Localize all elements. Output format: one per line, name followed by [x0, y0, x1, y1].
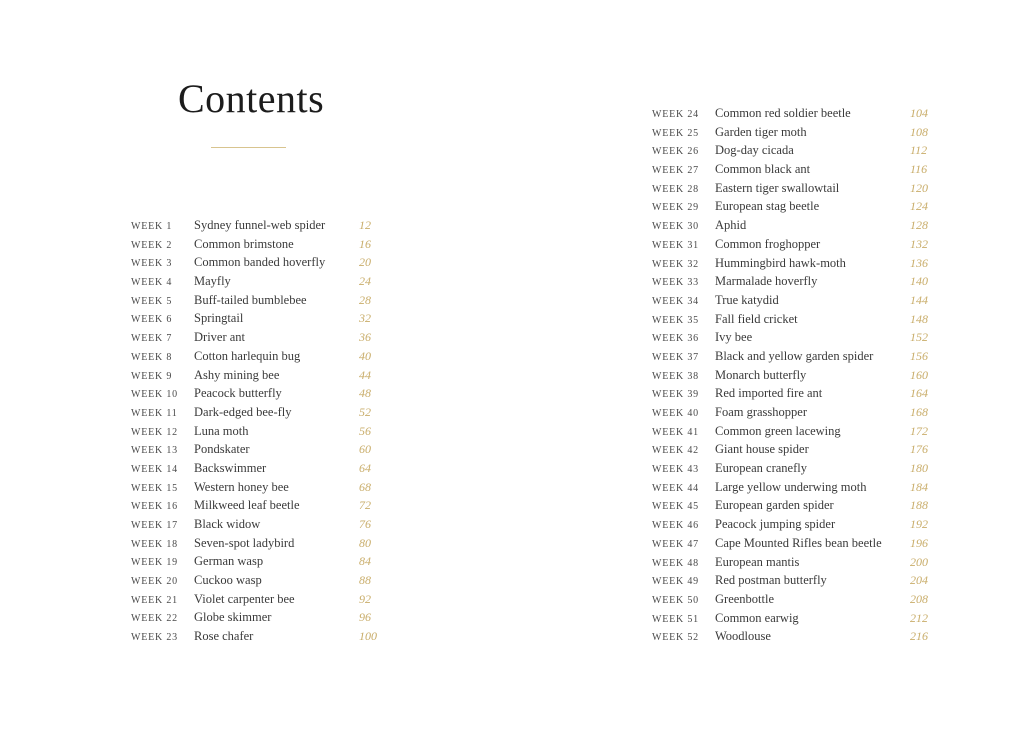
species-name: Large yellow underwing moth [715, 479, 867, 494]
page-number: 180 [910, 461, 928, 476]
week-label: WEEK 17 [131, 520, 178, 531]
week-label: WEEK 14 [131, 463, 178, 475]
contents-entry[interactable] [652, 552, 928, 571]
contents-entry[interactable] [652, 178, 928, 197]
contents-entry[interactable] [652, 608, 928, 627]
week-label: WEEK 7 [131, 333, 173, 345]
page-number: 24 [359, 274, 371, 289]
page-number: 172 [910, 423, 928, 438]
contents-entry[interactable] [652, 421, 928, 440]
week-label: WEEK 15 [131, 482, 178, 494]
species-name: Buff-tailed bumblebee [194, 292, 307, 307]
species-name: Common black ant [715, 162, 811, 177]
page-number: 152 [910, 330, 928, 345]
page-number: 56 [359, 423, 371, 438]
species-name: Monarch butterfly [715, 367, 807, 382]
week-label: WEEK 29 [652, 202, 699, 214]
species-name: Eastern tiger swallowtail [715, 180, 840, 195]
week-label: WEEK 8 [131, 351, 173, 363]
contents-entry[interactable] [652, 439, 928, 458]
species-name: Driver ant [194, 330, 246, 345]
week-label: WEEK 41 [652, 426, 699, 438]
page-number: 164 [910, 386, 928, 401]
contents-entry[interactable] [131, 495, 377, 514]
species-name: Common brimstone [194, 236, 294, 251]
contents-entry[interactable] [131, 589, 377, 608]
week-label: WEEK 30 [652, 221, 699, 233]
page-number: 96 [359, 610, 371, 625]
week-label: WEEK 3 [131, 258, 173, 270]
page-number: 212 [910, 610, 928, 625]
species-name: Foam grasshopper [715, 405, 807, 419]
species-name: Aphid [715, 218, 747, 233]
contents-column-right [652, 103, 928, 645]
week-label: WEEK 6 [131, 314, 173, 326]
species-name: Common froghopper [715, 236, 821, 251]
contents-entry[interactable] [652, 514, 928, 533]
contents-entry[interactable] [131, 626, 377, 645]
week-label: WEEK 31 [652, 239, 699, 251]
week-label: WEEK 40 [652, 408, 699, 419]
contents-entry[interactable] [131, 346, 377, 365]
week-label: WEEK 51 [652, 613, 699, 625]
week-label: WEEK 11 [131, 407, 178, 419]
week-label: WEEK 48 [652, 557, 699, 569]
species-name: Red imported fire ant [715, 386, 823, 401]
page-number: 64 [359, 460, 371, 475]
page-number: 20 [359, 255, 371, 270]
species-name: Ivy bee [715, 330, 753, 345]
week-label: WEEK 32 [652, 258, 699, 270]
week-label: WEEK 4 [131, 277, 173, 289]
page-number: 12 [359, 218, 371, 232]
contents-entry[interactable] [652, 271, 928, 290]
contents-entry[interactable] [131, 421, 377, 440]
species-name: Cape Mounted Rifles bean beetle [715, 535, 882, 550]
contents-entry[interactable] [652, 234, 928, 253]
contents-entry[interactable] [652, 253, 928, 272]
week-label: WEEK 5 [131, 295, 173, 307]
contents-entry[interactable] [131, 383, 377, 402]
week-label: WEEK 24 [652, 109, 699, 120]
species-name: Western honey bee [194, 479, 289, 494]
week-label: WEEK 21 [131, 594, 178, 606]
page-number: 108 [910, 124, 928, 139]
page-number: 168 [910, 405, 928, 419]
week-label: WEEK 19 [131, 557, 178, 569]
species-name: Peacock jumping spider [715, 517, 836, 532]
contents-entry[interactable] [652, 122, 928, 141]
title-divider [211, 147, 286, 148]
species-name: Dog-day cicada [715, 143, 794, 158]
week-label: WEEK 28 [652, 183, 699, 195]
contents-entry[interactable] [652, 103, 928, 122]
week-label: WEEK 43 [652, 464, 699, 476]
week-label: WEEK 22 [131, 613, 178, 625]
page-number: 16 [359, 236, 371, 251]
contents-entry[interactable] [131, 533, 377, 552]
page-number: 208 [910, 591, 928, 606]
species-name: Fall field cricket [715, 311, 798, 326]
contents-entry[interactable] [652, 626, 928, 645]
contents-entry[interactable] [652, 365, 928, 384]
page-number: 28 [359, 292, 371, 307]
page-number: 200 [910, 554, 928, 569]
week-label: WEEK 2 [131, 239, 173, 251]
week-label: WEEK 35 [652, 314, 699, 326]
week-label: WEEK 1 [131, 221, 173, 232]
page-number: 136 [910, 255, 928, 270]
week-label: WEEK 52 [652, 632, 699, 644]
page-number: 60 [359, 442, 371, 457]
page-number: 76 [359, 517, 371, 531]
page-number: 44 [359, 367, 371, 382]
page-number: 92 [359, 591, 371, 606]
species-name: True katydid [715, 292, 779, 307]
species-name: Common red soldier beetle [715, 106, 851, 120]
contents-entry[interactable] [131, 252, 377, 271]
week-label: WEEK 49 [652, 576, 699, 588]
week-label: WEEK 16 [131, 501, 178, 513]
page-number: 84 [359, 554, 371, 569]
contents-entry[interactable] [131, 234, 377, 253]
page-number: 132 [910, 236, 928, 251]
species-name: Ashy mining bee [194, 367, 280, 382]
page-number: 184 [910, 479, 928, 494]
species-name: Black and yellow garden spider [715, 348, 874, 363]
species-name: European garden spider [715, 498, 834, 513]
contents-entry[interactable] [652, 140, 928, 159]
contents-entry[interactable] [131, 308, 377, 327]
species-name: Greenbottle [715, 591, 775, 606]
page-number: 32 [359, 311, 371, 326]
page-number: 40 [359, 348, 371, 363]
page-number: 128 [910, 218, 928, 233]
page-number: 80 [359, 535, 371, 550]
page-number: 48 [359, 386, 371, 401]
species-name: European mantis [715, 554, 800, 569]
page-number: 140 [910, 274, 928, 289]
species-name: Violet carpenter bee [194, 591, 295, 606]
page-number: 52 [359, 404, 371, 419]
contents-entry[interactable] [131, 477, 377, 496]
species-name: Dark-edged bee-fly [194, 404, 292, 419]
contents-entry[interactable] [131, 607, 377, 626]
species-name: German wasp [194, 554, 264, 569]
week-label: WEEK 13 [131, 445, 178, 457]
contents-entry[interactable] [652, 215, 928, 234]
contents-entry[interactable] [131, 551, 377, 570]
contents-entry[interactable] [131, 514, 377, 533]
species-name: Black widow [194, 517, 261, 531]
week-label: WEEK 26 [652, 146, 699, 158]
page-number: 196 [910, 535, 928, 550]
contents-entry[interactable] [131, 271, 377, 290]
page-number: 68 [359, 479, 371, 494]
page-number: 216 [910, 629, 928, 644]
page-number: 36 [359, 330, 371, 345]
page-number: 100 [359, 629, 377, 644]
species-name: Woodlouse [715, 629, 771, 644]
page-number: 176 [910, 442, 928, 457]
week-label: WEEK 46 [652, 520, 699, 532]
page-number: 204 [910, 573, 928, 588]
species-name: Marmalade hoverfly [715, 274, 818, 289]
week-label: WEEK 37 [652, 351, 699, 363]
week-label: WEEK 39 [652, 389, 699, 401]
species-name: Red postman butterfly [715, 573, 827, 588]
species-name: Peacock butterfly [194, 386, 282, 401]
contents-entry[interactable] [131, 458, 377, 477]
contents-entry[interactable] [652, 309, 928, 328]
page-title: Contents [178, 76, 325, 121]
week-label: WEEK 34 [652, 295, 699, 307]
contents-entry[interactable] [652, 589, 928, 608]
page-number: 188 [910, 498, 928, 513]
species-name: Sydney funnel-web spider [194, 218, 326, 232]
contents-entry[interactable] [652, 290, 928, 309]
contents-entry[interactable] [131, 402, 377, 421]
page-number: 104 [910, 106, 928, 120]
week-label: WEEK 10 [131, 389, 178, 401]
species-name: Giant house spider [715, 442, 809, 457]
contents-entry[interactable] [652, 383, 928, 402]
page-number: 156 [910, 348, 928, 363]
page-number: 112 [910, 143, 928, 158]
page-number: 88 [359, 573, 371, 588]
week-label: WEEK 33 [652, 277, 699, 289]
species-name: European stag beetle [715, 199, 820, 214]
week-label: WEEK 42 [652, 445, 699, 457]
page-number: 120 [910, 180, 928, 195]
week-label: WEEK 18 [131, 538, 178, 550]
species-name: Milkweed leaf beetle [194, 498, 300, 513]
species-name: Cotton harlequin bug [194, 348, 301, 363]
week-label: WEEK 38 [652, 370, 699, 382]
week-label: WEEK 50 [652, 594, 699, 606]
species-name: Globe skimmer [194, 610, 272, 625]
species-name: Hummingbird hawk-moth [715, 255, 846, 270]
contents-entry[interactable] [131, 570, 377, 589]
page-number: 160 [910, 367, 928, 382]
week-label: WEEK 25 [652, 127, 699, 139]
page-number: 192 [910, 517, 928, 532]
species-name: Common green lacewing [715, 423, 841, 438]
species-name: Rose chafer [194, 629, 254, 644]
contents-entry[interactable] [652, 570, 928, 589]
page-number: 116 [910, 162, 928, 177]
contents-entry[interactable] [652, 159, 928, 178]
page-number: 124 [910, 199, 928, 214]
species-name: Common banded hoverfly [194, 255, 326, 270]
week-label: WEEK 36 [652, 333, 699, 345]
contents-entry[interactable] [131, 290, 377, 309]
contents-entry[interactable] [131, 215, 377, 234]
page-number: 144 [910, 292, 928, 307]
contents-entry[interactable] [652, 327, 928, 346]
week-label: WEEK 47 [652, 538, 699, 550]
species-name: Backswimmer [194, 460, 267, 475]
week-label: WEEK 44 [652, 482, 699, 494]
contents-column-left [131, 215, 377, 645]
contents-entry[interactable] [652, 196, 928, 215]
species-name: Seven-spot ladybird [194, 535, 295, 550]
contents-entry[interactable] [652, 477, 928, 496]
contents-entry[interactable] [652, 402, 928, 421]
species-name: Cuckoo wasp [194, 573, 262, 588]
contents-entry[interactable] [652, 533, 928, 552]
week-label: WEEK 23 [131, 632, 178, 644]
week-label: WEEK 12 [131, 426, 178, 438]
species-name: European cranefly [715, 461, 807, 476]
page-number: 72 [359, 498, 371, 513]
species-name: Common earwig [715, 610, 799, 625]
week-label: WEEK 27 [652, 165, 699, 177]
contents-entry[interactable] [652, 495, 928, 514]
species-name: Mayfly [194, 274, 231, 289]
contents-entry[interactable] [652, 458, 928, 477]
species-name: Luna moth [194, 423, 249, 438]
species-name: Garden tiger moth [715, 124, 807, 139]
contents-entry[interactable] [131, 439, 377, 458]
contents-entry[interactable] [652, 346, 928, 365]
week-label: WEEK 45 [652, 501, 699, 513]
page-number: 148 [910, 311, 928, 326]
contents-entry[interactable] [131, 365, 377, 384]
contents-entry[interactable] [131, 327, 377, 346]
week-label: WEEK 9 [131, 370, 173, 382]
week-label: WEEK 20 [131, 576, 178, 588]
species-name: Pondskater [194, 442, 250, 457]
species-name: Springtail [194, 311, 244, 326]
